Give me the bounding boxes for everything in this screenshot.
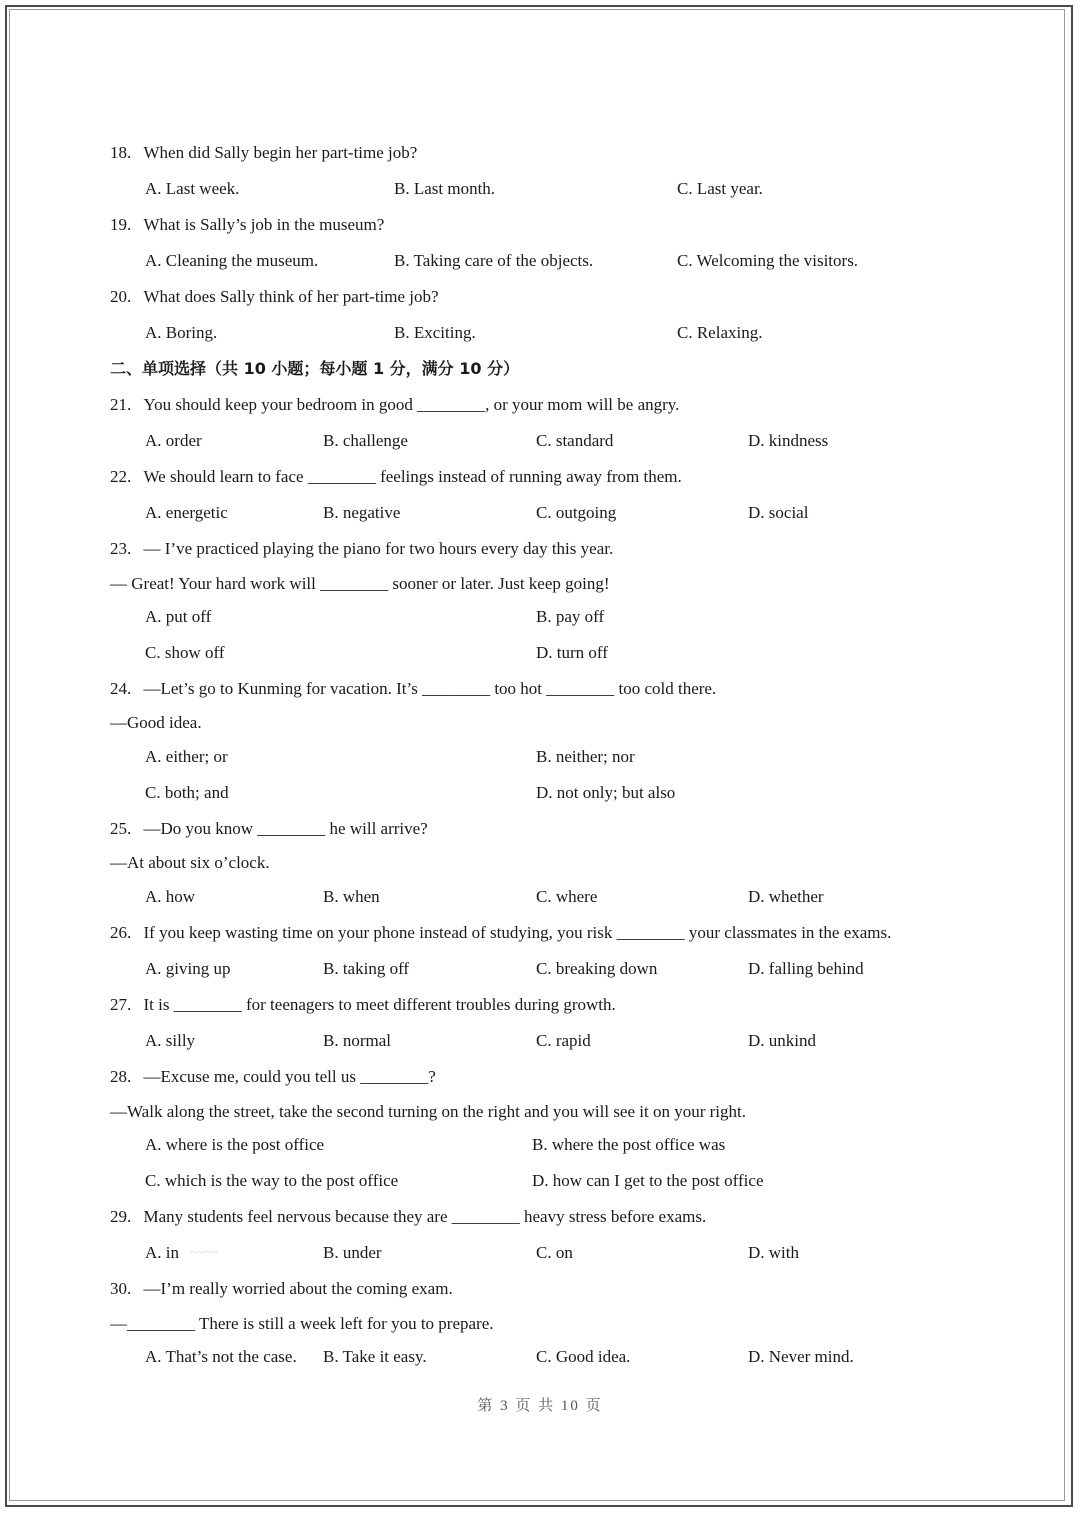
option-a: A. Cleaning the museum. (145, 251, 319, 270)
option-c: C. on (536, 1243, 573, 1262)
option-a: A. Boring. (145, 323, 218, 342)
option-c: C. both; and (145, 783, 229, 802)
question-number: 21. (110, 395, 132, 414)
question-number: 26. (110, 923, 132, 942)
question-22 (110, 467, 682, 487)
question-stem: What does Sally think of her part-time job? (143, 287, 439, 306)
option-a: A. Last week. (145, 179, 240, 198)
question-number: 27. (110, 995, 132, 1014)
option-c: C. which is the way to the post office (145, 1171, 399, 1190)
option-d: D. turn off (536, 643, 608, 662)
question-number: 20. (110, 287, 132, 306)
option-d: D. Never mind. (748, 1347, 854, 1366)
question-number: 22. (110, 467, 132, 486)
option-c: C. standard (536, 431, 614, 450)
option-b: B. under (323, 1243, 382, 1262)
option-d: D. social (748, 503, 809, 522)
option-c: C. Last year. (677, 179, 763, 198)
question-21 (110, 395, 679, 415)
option-b: B. pay off (536, 607, 605, 626)
option-d: D. kindness (748, 431, 829, 450)
option-c: C. show off (145, 643, 225, 662)
question-number: 28. (110, 1067, 132, 1086)
option-b: B. where the post office was (532, 1135, 726, 1154)
option-b: B. negative (323, 503, 401, 522)
option-d: D. unkind (748, 1031, 816, 1050)
question-stem: When did Sally begin her part-time job? (143, 143, 418, 162)
dialogue-reply: — Great! Your hard work will ________ sooner or later. Just keep going! (110, 574, 610, 593)
option-b: B. normal (323, 1031, 391, 1050)
question-stem: What is Sally’s job in the museum? (143, 215, 385, 234)
option-c: C. where (536, 887, 598, 906)
option-a: A. order (145, 431, 202, 450)
option-b: B. when (323, 887, 380, 906)
option-c: C. outgoing (536, 503, 617, 522)
option-c: C. Good idea. (536, 1347, 631, 1366)
question-18 (110, 143, 417, 163)
question-stem: —Do you know ________ he will arrive? (143, 819, 428, 838)
option-c: C. Relaxing. (677, 323, 763, 342)
question-number: 19. (110, 215, 132, 234)
question-stem: —Excuse me, could you tell us ________? (143, 1067, 436, 1086)
option-a: A. That’s not the case. (145, 1347, 297, 1366)
question-28 (110, 1067, 436, 1087)
question-25 (110, 819, 428, 839)
question-stem: If you keep wasting time on your phone instead of studying, you risk ________ your classmates in the exams. (143, 923, 892, 942)
question-stem: Many students feel nervous because they are ________ heavy stress before exams. (143, 1207, 707, 1226)
option-d: D. whether (748, 887, 824, 906)
question-stem: It is ________ for teenagers to meet different troubles during growth. (143, 995, 616, 1014)
question-stem: —Let’s go to Kunming for vacation. It’s ________ too hot ________ too cold there. (143, 679, 717, 698)
question-number: 29. (110, 1207, 132, 1226)
dialogue-reply: —Walk along the street, take the second turning on the right and you will see it on your right. (110, 1102, 746, 1121)
option-d: D. falling behind (748, 959, 864, 978)
watermark: ~~~~ (190, 1244, 219, 1259)
option-b: B. Take it easy. (323, 1347, 427, 1366)
option-a: A. put off (145, 607, 212, 626)
option-c: C. rapid (536, 1031, 591, 1050)
question-stem: We should learn to face ________ feelings instead of running away from them. (143, 467, 682, 486)
page-number-footer: 第 3 页 共 10 页 (477, 1398, 603, 1414)
option-a: A. silly (145, 1031, 196, 1050)
option-d: D. not only; but also (536, 783, 676, 802)
section-heading: 二、单项选择（共 10 小题；每小题 1 分，满分 10 分） (110, 359, 520, 378)
question-24 (110, 679, 716, 699)
option-b: B. Exciting. (394, 323, 476, 342)
question-26 (110, 923, 891, 943)
question-number: 30. (110, 1279, 132, 1298)
question-number: 24. (110, 679, 132, 698)
option-c: C. breaking down (536, 959, 658, 978)
question-29 (110, 1207, 706, 1227)
option-b: B. taking off (323, 959, 410, 978)
option-a: A. where is the post office (145, 1135, 325, 1154)
option-d: D. with (748, 1243, 799, 1262)
option-c: C. Welcoming the visitors. (677, 251, 859, 270)
question-27 (110, 995, 616, 1015)
dialogue-reply: —Good idea. (110, 713, 202, 732)
option-b: B. neither; nor (536, 747, 635, 766)
question-number: 25. (110, 819, 132, 838)
option-a: A. in (145, 1243, 179, 1262)
option-b: B. Taking care of the objects. (394, 251, 594, 270)
dialogue-reply: —________ There is still a week left for you to prepare. (110, 1314, 494, 1333)
option-a: A. giving up (145, 959, 231, 978)
option-a: A. either; or (145, 747, 228, 766)
question-23 (110, 539, 613, 559)
question-number: 18. (110, 143, 132, 162)
option-b: B. Last month. (394, 179, 496, 198)
question-19 (110, 215, 384, 235)
question-20 (110, 287, 439, 307)
question-30 (110, 1279, 453, 1299)
option-a: A. how (145, 887, 196, 906)
option-d: D. how can I get to the post office (532, 1171, 764, 1190)
question-stem: You should keep your bedroom in good ________, or your mom will be angry. (143, 395, 680, 414)
dialogue-reply: —At about six o’clock. (110, 853, 270, 872)
question-number: 23. (110, 539, 132, 558)
question-stem: — I’ve practiced playing the piano for two hours every day this year. (143, 539, 614, 558)
option-b: B. challenge (323, 431, 408, 450)
option-a: A. energetic (145, 503, 228, 522)
question-stem: —I’m really worried about the coming exam. (143, 1279, 453, 1298)
